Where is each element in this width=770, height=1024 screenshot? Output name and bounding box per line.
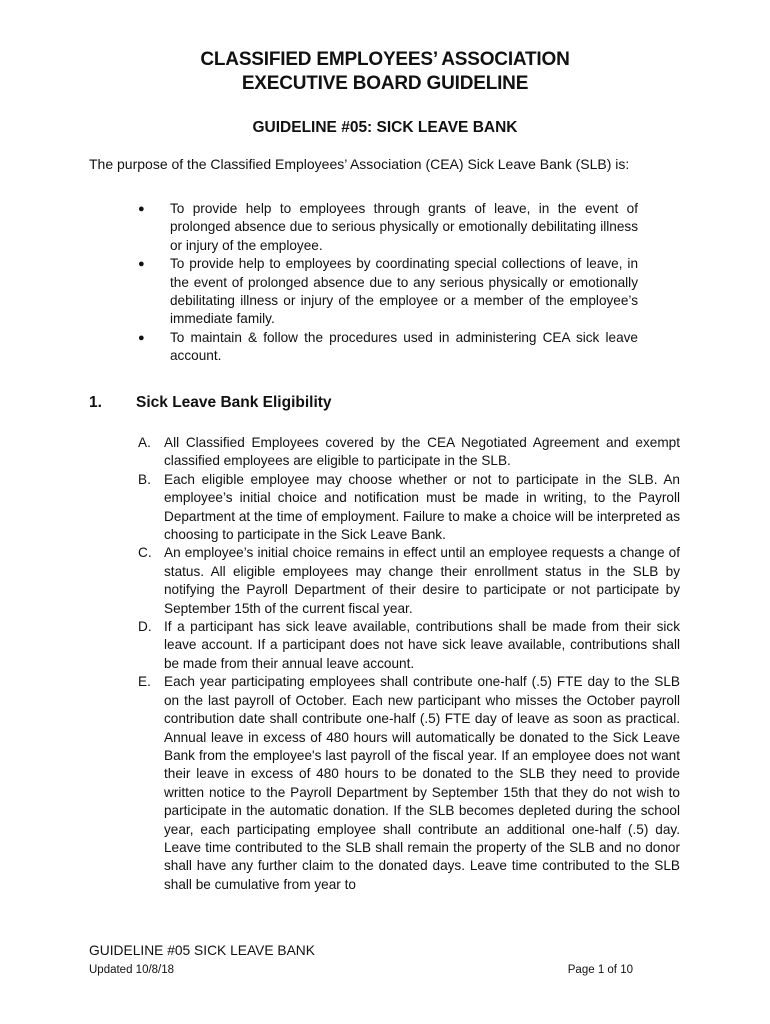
item-letter: C. xyxy=(138,545,152,561)
section-number: 1. xyxy=(89,394,102,411)
section-heading xyxy=(89,393,332,413)
bullet-marker: ● xyxy=(138,258,145,271)
section-title: Sick Leave Bank Eligibility xyxy=(136,394,332,411)
purpose-statement: The purpose of the Classified Employees’ Association (CEA) Sick Leave Bank (SLB) is: xyxy=(89,156,630,172)
item-letter: D. xyxy=(138,619,152,635)
document-title-line-2: EXECUTIVE BOARD GUIDELINE xyxy=(241,73,529,94)
item-text: An employee’s initial choice remains in effect until an employee requests a change of status. All eligible employees may change their enrollment status in the SLB by notifying the Payroll Department of their desire to participate or not participate by September 15th of the current fiscal year. xyxy=(164,545,680,616)
footer-updated-date: Updated 10/8/18 xyxy=(89,964,175,976)
purpose-bullet xyxy=(138,255,638,329)
eligibility-item xyxy=(138,544,680,618)
footer-guideline-name: GUIDELINE #05 SICK LEAVE BANK xyxy=(89,943,315,958)
eligibility-item xyxy=(138,673,680,894)
eligibility-list xyxy=(138,434,680,894)
guideline-subtitle: GUIDELINE #05: SICK LEAVE BANK xyxy=(252,119,518,136)
item-text: If a participant has sick leave available, contributions shall be made from their sick leave account. If a participant does not have sick leave available, contributions shall be made from their annual leave account. xyxy=(164,619,680,671)
purpose-bullet xyxy=(138,329,638,366)
eligibility-item xyxy=(138,434,680,471)
item-text: Each eligible employee may choose whether or not to participate in the SLB. An employee’s initial choice and notification must be made in writing, to the Payroll Department at the time of employment. Failure to make a choice will be interpreted as choosing to participate in the Sick Leave Bank. xyxy=(164,471,680,543)
bullet-marker: ● xyxy=(138,203,145,215)
item-text: Each year participating employees shall contribute one-half (.5) FTE day to the SLB on the last payroll of October. Each new participant who misses the October payroll contribution date shall contribute one-half (.5) FTE day of leave as soon as practical. Annual leave in excess of 480 hours will automatically be donated to the Sick Leave Bank from the employee's last payroll of the fiscal year. If an employee does not want their leave in excess of 480 hours to be donated to the SLB they need to provide written notice to the Payroll Department by September 15th that they do not wish to participate in the automatic donation. If the SLB becomes depleted during the school year, each participating employee shall contribute an additional one-half (.5) day. Leave time contributed to the SLB shall remain the property of the SLB and no donor shall have any further claim to the donated days. Leave time contributed to the SLB shall be cumulative from year to xyxy=(164,674,680,892)
item-letter: A. xyxy=(138,435,151,450)
bullet-marker: ● xyxy=(138,331,145,344)
item-letter: B. xyxy=(138,471,151,487)
item-letter: E. xyxy=(138,674,151,690)
eligibility-item xyxy=(138,618,680,673)
purpose-bullet xyxy=(138,200,638,255)
purpose-bullet-list xyxy=(138,200,638,366)
eligibility-item xyxy=(138,471,680,545)
document-title-line-1: CLASSIFIED EMPLOYEES’ ASSOCIATION xyxy=(200,49,570,70)
purpose-bullet-text: To provide help to employees through grants of leave, in the event of prolonged absence due to serious physically or emotionally debilitating illness or injury of the employee. xyxy=(170,201,638,253)
purpose-bullet-text: To provide help to employees by coordinating special collections of leave, in the event of prolonged absence due to any serious physically or emotionally debilitating illness or injury of the employee or a member of the employee’s immediate family. xyxy=(170,256,638,327)
item-text: All Classified Employees covered by the CEA Negotiated Agreement and exempt classified employees are eligible to participate in the SLB. xyxy=(164,435,680,469)
footer-page-number: Page 1 of 10 xyxy=(567,964,633,976)
purpose-bullet-text: To maintain & follow the procedures used in administering CEA sick leave account. xyxy=(170,329,638,364)
